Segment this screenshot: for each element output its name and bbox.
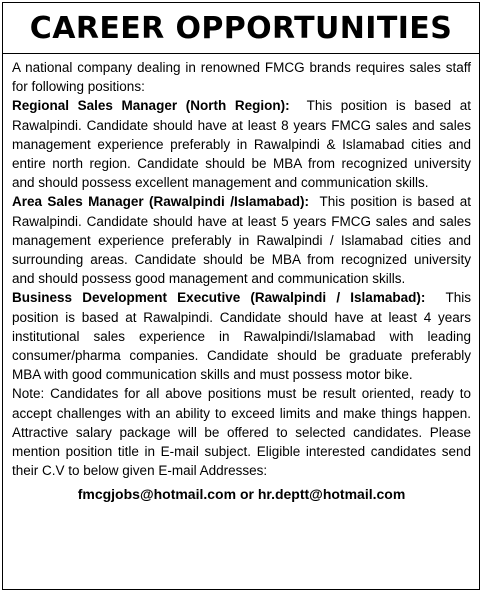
position-area-sales-manager (12, 192, 471, 288)
position-regional-sales-manager (12, 96, 471, 192)
ad-heading: CAREER OPPORTUNITIES (29, 11, 453, 46)
position-description: This position is based at Rawalpindi. Candidate should have at least 5 years FMCG sales and sales management experience preferably in Rawalpindi / Islamabad cities and surrounding areas. Candidate should be MBA from recognized university and should possess good management and communication skills. (12, 194, 471, 287)
position-title: Area Sales Manager (Rawalpindi /Islamabad): (12, 194, 309, 210)
job-advertisement (2, 2, 480, 590)
position-title: Business Development Executive (Rawalpindi / Islamabad): (12, 290, 426, 306)
note-paragraph: Note: Candidates for all above positions must be result oriented, ready to accept challenges with an ability to exceed limits and make things happen. Attractive salary package will be offered to selected candidates. Please mention position title in E-mail subject. Eligible interested candidates send their C.V to below given E-mail Addresses: (12, 386, 471, 479)
position-description: This position is based at Rawalpindi. Candidate should have at least 4 years institutional sales experience in Rawalpindi/Islamabad with leading consumer/pharma companies. Candidate should be graduate preferably MBA with good communication skills and must possess motor bike. (12, 290, 471, 383)
contact-emails (12, 480, 471, 506)
email-separator: or (239, 486, 254, 503)
intro-paragraph: A national company dealing in renowned FMCG brands requires sales staff for following positions: (12, 60, 471, 95)
ad-body (3, 54, 479, 506)
position-title: Regional Sales Manager (North Region): (12, 98, 290, 114)
email-link-fmcgjobs[interactable]: fmcgjobs@hotmail.com (77, 486, 237, 503)
position-business-development-executive (12, 288, 471, 384)
email-link-hr-deptt[interactable]: hr.deptt@hotmail.com (257, 486, 406, 503)
position-description: This position is based at Rawalpindi. Candidate should have at least 8 years FMCG sales and sales management experience preferably in Rawalpindi & Islamabad cities and entire north region. Candidate should be MBA from recognized university and should possess excellent management and communication skills. (12, 98, 471, 191)
